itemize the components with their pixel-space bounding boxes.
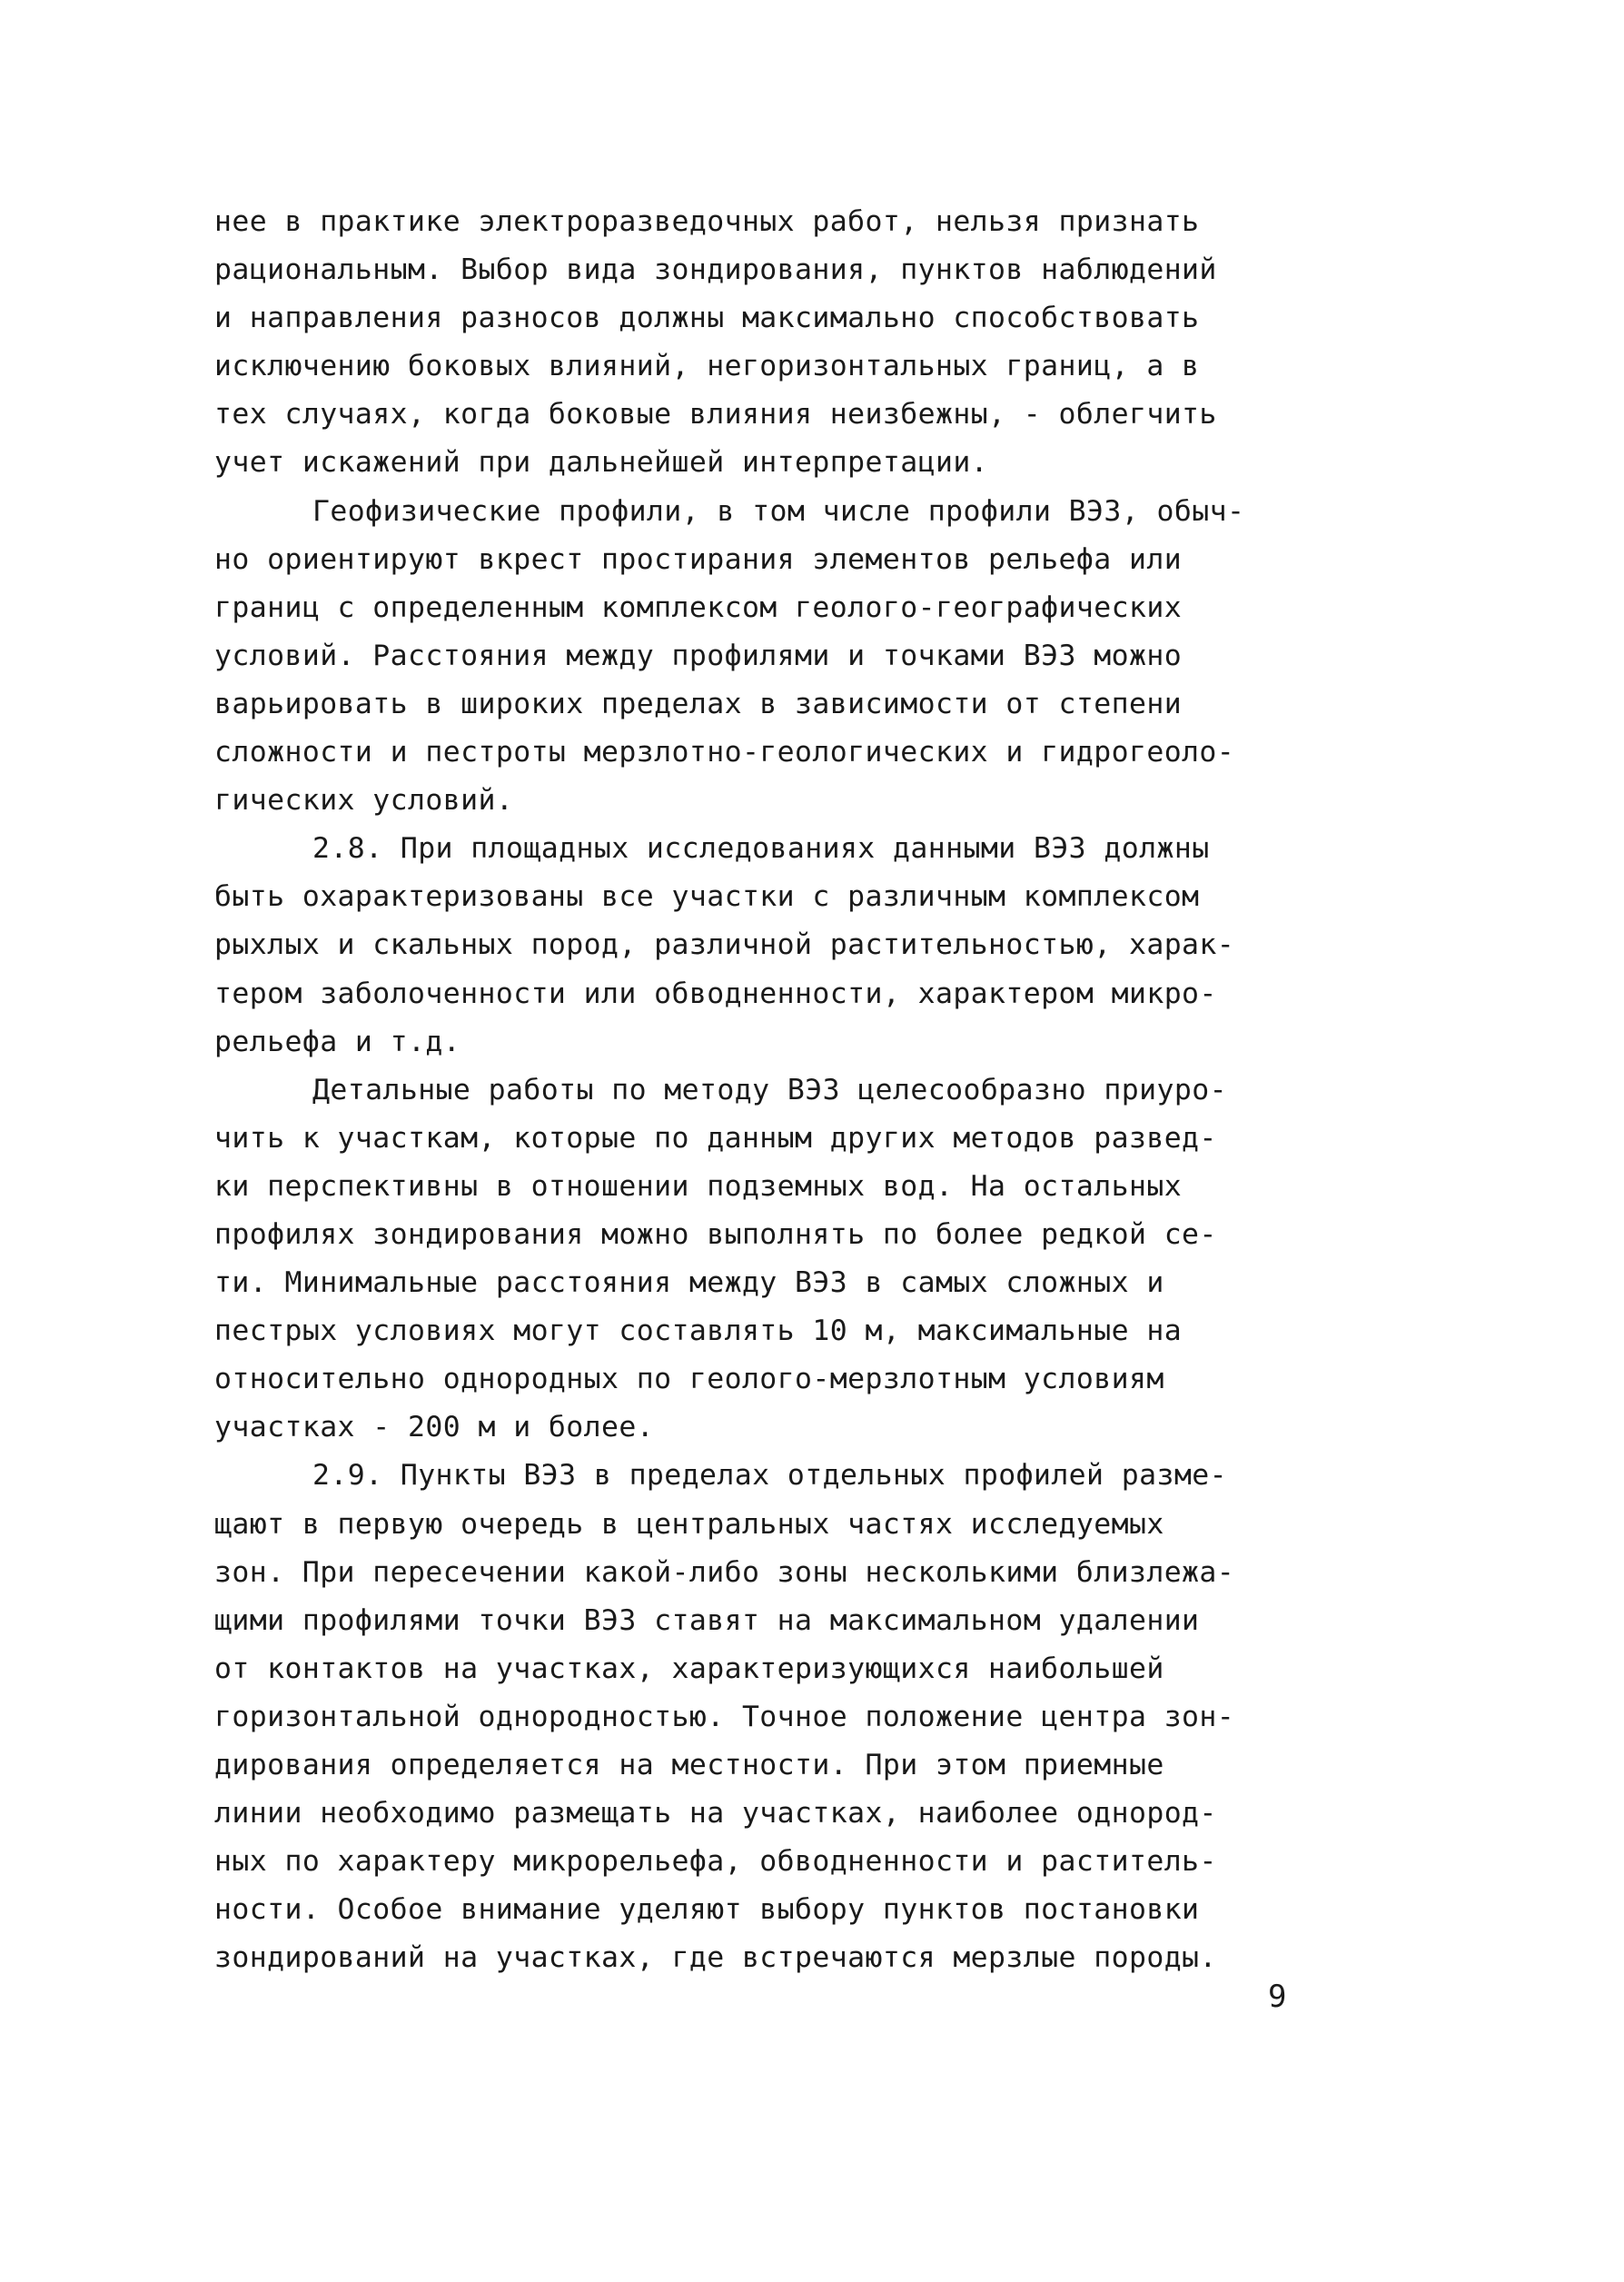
text-line: тером заболоченности или обводненности, характером микро- bbox=[214, 977, 1217, 1010]
text-line: но ориентируют вкрест простирания элементов рельефа или bbox=[214, 542, 1183, 576]
page-number: 9 bbox=[1268, 1979, 1287, 2015]
text-line: быть охарактеризованы все участки с различным комплексом bbox=[214, 880, 1200, 914]
text-line: щают в первую очередь в центральных частях исследуемых bbox=[214, 1507, 1164, 1541]
text-line: ных по характеру микрорельефа, обводненности и раститель- bbox=[214, 1845, 1217, 1879]
text-line: и направления разносов должны максимально способствовать bbox=[214, 302, 1200, 335]
text-line: гических условий. bbox=[214, 784, 514, 818]
text-line: относительно однородных по геолого-мерзлотным условиям bbox=[214, 1363, 1164, 1396]
text-line: сложности и пестроты мерзлотно-геологических и гидрогеоло- bbox=[214, 736, 1235, 769]
text-line: учет искажений при дальнейшей интерпретации. bbox=[214, 446, 989, 480]
text-line: зондирований на участках, где встречаются мерзлые породы. bbox=[214, 1941, 1217, 1975]
text-line: зон. При пересечении какой-либо зоны несколькими близлежа- bbox=[214, 1555, 1235, 1589]
text-line: горизонтальной однородностью. Точное положение центра зон- bbox=[214, 1700, 1235, 1733]
text-line: участках - 200 м и более. bbox=[214, 1411, 655, 1444]
text-line: от контактов на участках, характеризующихся наибольшей bbox=[214, 1652, 1164, 1685]
text-line: исключению боковых влияний, негоризонтальных границ, а в bbox=[214, 350, 1200, 383]
text-line: границ с определенным комплексом геолого-географических bbox=[214, 590, 1183, 624]
paragraph-start-line: Геофизические профили, в том числе профили ВЭЗ, обыч- bbox=[312, 494, 1245, 528]
text-line: щими профилями точки ВЭЗ ставят на максимальном удалении bbox=[214, 1603, 1200, 1637]
text-line: ти. Минимальные расстояния между ВЭЗ в самых сложных и bbox=[214, 1266, 1164, 1300]
text-line: линии необходимо размещать на участках, наиболее однород- bbox=[214, 1797, 1217, 1831]
text-line: нее в практике электроразведочных работ, нельзя признать bbox=[214, 205, 1200, 238]
paragraph-start-line: Детальные работы по методу ВЭЗ целесообразно приуро- bbox=[312, 1073, 1227, 1106]
text-line: рыхлых и скальных пород, различной растительностью, харак- bbox=[214, 928, 1235, 962]
text-line: дирования определяется на местности. При этом приемные bbox=[214, 1749, 1164, 1781]
text-line: ности. Особое внимание уделяют выбору пунктов постановки bbox=[214, 1893, 1200, 1927]
text-line: пестрых условиях могут составлять 10 м, максимальные на bbox=[214, 1315, 1183, 1348]
text-line: рельефа и т.д. bbox=[214, 1025, 461, 1058]
section-2-8-start-line: 2.8. При площадных исследованиях данными ВЭЗ должны bbox=[312, 832, 1210, 866]
text-line: ки перспективны в отношении подземных вод. На остальных bbox=[214, 1169, 1183, 1203]
text-line: рациональным. Выбор вида зондирования, пунктов наблюдений bbox=[214, 253, 1217, 287]
section-2-9-start-line: 2.9. Пункты ВЭЗ в пределах отдельных профилей разме- bbox=[312, 1459, 1227, 1493]
text-line: тех случаях, когда боковые влияния неизбежны, - облегчить bbox=[214, 398, 1217, 432]
text-line: чить к участкам, которые по данным других методов развед- bbox=[214, 1121, 1217, 1155]
body-text bbox=[214, 198, 1359, 1982]
text-line: условий. Расстояния между профилями и точками ВЭЗ можно bbox=[214, 639, 1183, 672]
text-line: варьировать в широких пределах в зависимости от степени bbox=[214, 687, 1183, 720]
text-line: профилях зондирования можно выполнять по более редкой се- bbox=[214, 1217, 1217, 1251]
